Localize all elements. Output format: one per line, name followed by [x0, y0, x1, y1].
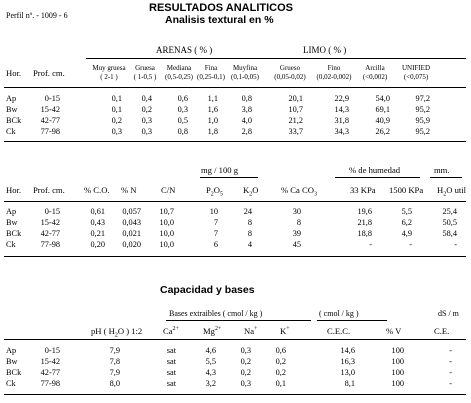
table-cell: sat	[166, 368, 176, 377]
group-limo: LIMO ( % )	[303, 45, 347, 55]
row-horizon: Ap	[6, 207, 17, 216]
row-horizon: Ap	[6, 94, 17, 103]
table-cell: -	[449, 368, 452, 377]
table-cell: 0,021	[122, 229, 141, 238]
table-cell: 0,3	[240, 346, 251, 355]
rule	[4, 339, 466, 340]
table-cell: 95,9	[415, 116, 430, 125]
column-header: C/N	[161, 185, 176, 195]
column-header: % C.O.	[84, 185, 110, 195]
table-cell: 34,3	[334, 127, 349, 136]
table-cell: 0,2	[275, 368, 286, 377]
table-cell: 0,1	[111, 105, 122, 114]
column-header: % N	[121, 185, 137, 195]
table-cell: 0,3	[141, 116, 152, 125]
table-cell: 95,2	[415, 127, 430, 136]
table-cell: 97,2	[415, 94, 430, 103]
table-cell: 31,8	[334, 116, 349, 125]
table-cell: 100	[391, 357, 404, 366]
table-cell: 33,7	[288, 127, 303, 136]
column-range: (0,02-0,002)	[316, 73, 352, 81]
row-horizon: BCk	[6, 116, 22, 125]
table-cell: 18,8	[357, 229, 372, 238]
table-cell: 26,2	[375, 127, 390, 136]
table-cell: 10,7	[159, 207, 174, 216]
column-header: 33 KPa	[350, 185, 376, 195]
row-horizon: Bw	[6, 105, 18, 114]
table-cell: 4,3	[205, 368, 216, 377]
table-cell: 4,9	[401, 229, 412, 238]
table-cell: 7	[213, 229, 218, 238]
table-cell: 1,1	[207, 94, 218, 103]
table-cell: 0,2	[141, 105, 152, 114]
table-cell: 1,8	[207, 127, 218, 136]
table-cell: 8	[247, 229, 252, 238]
table-cell: 19,6	[357, 207, 372, 216]
table-cell: 3,2	[205, 379, 216, 388]
table-cell: 8,0	[109, 379, 120, 388]
table-cell: 10,0	[159, 229, 174, 238]
column-header: Gruesa	[135, 64, 155, 72]
column-header: Fina	[204, 64, 218, 72]
table-cell: 22,9	[334, 94, 349, 103]
column-header: C.E.C.	[327, 326, 351, 336]
rule	[335, 177, 420, 178]
column-range: (0,5-0,25)	[165, 73, 193, 81]
table-cell: 0,8	[177, 127, 188, 136]
table-cell: 54,0	[375, 94, 390, 103]
group-ds: dS / m	[438, 309, 459, 318]
table-cell: 45	[292, 240, 301, 249]
row-depth: 42-77	[40, 116, 60, 125]
table-cell: 20,1	[288, 94, 303, 103]
table-cell: 16,3	[340, 357, 355, 366]
table-cell: 1,0	[207, 116, 218, 125]
table-cell: 6,2	[401, 218, 412, 227]
table-cell: 0,1	[275, 379, 286, 388]
row-depth: 77-98	[40, 127, 60, 136]
col-hor: Hor.	[6, 68, 22, 78]
group-mg: mg / 100 g	[201, 165, 239, 175]
table-cell: 0,3	[240, 379, 251, 388]
table-cell: 100	[391, 346, 404, 355]
group-humedad: % de humedad	[349, 165, 401, 175]
column-header: $P_2O_5$	[206, 185, 223, 198]
column-header: Muy gruesa	[92, 64, 126, 72]
table-cell: 0,2	[275, 357, 286, 366]
table-cell: 8	[296, 218, 301, 227]
column-header: % Ca $CO_3$	[281, 185, 317, 198]
column-header: $Mg^{2+}$	[203, 326, 222, 336]
column-range: (<0,002)	[362, 73, 388, 81]
row-horizon: Ck	[6, 379, 16, 388]
row-depth: 15-42	[40, 105, 60, 114]
table-cell: -	[449, 357, 452, 366]
page-title: RESULTADOS ANALITICOS	[149, 2, 294, 14]
perfil-label: Perfil nº. - 1009 - 6	[6, 11, 68, 20]
table-cell: 4,6	[205, 346, 216, 355]
table-cell: 21,2	[288, 116, 303, 125]
table-cell: -	[449, 379, 452, 388]
table-cell: 4	[247, 240, 252, 249]
table-cell: 30	[292, 207, 301, 216]
column-header: % V	[386, 326, 402, 336]
col-prof: Prof. cm.	[33, 185, 65, 195]
table-cell: 8	[247, 218, 252, 227]
table-cell: sat	[166, 346, 176, 355]
row-horizon: Bw	[6, 218, 18, 227]
row-depth: 42-77	[40, 229, 60, 238]
row-depth: 15-42	[40, 218, 60, 227]
column-header: $K_2O$	[243, 185, 259, 198]
table-cell: sat	[166, 357, 176, 366]
section-title: Capacidad y bases	[160, 284, 255, 296]
column-range: (0,25-0,1)	[197, 73, 225, 81]
table-cell: -	[369, 240, 372, 249]
table-cell: 40,9	[375, 116, 390, 125]
table-cell: 10,0	[159, 240, 174, 249]
column-header: 1500 KPa	[389, 185, 424, 195]
group-arenas: ARENAS ( % )	[156, 45, 213, 55]
row-depth: 77-98	[40, 240, 60, 249]
table-cell: 1,6	[207, 105, 218, 114]
table-cell: 8,1	[344, 379, 355, 388]
column-header: UNIFIED	[402, 64, 430, 72]
table-cell: 10	[209, 207, 218, 216]
table-cell: 10,7	[288, 105, 303, 114]
table-cell: 100	[391, 379, 404, 388]
row-horizon: Ap	[6, 346, 17, 355]
table-cell: 0,2	[240, 357, 251, 366]
rule	[166, 320, 311, 321]
table-cell: -	[409, 240, 412, 249]
table-cell: 100	[391, 368, 404, 377]
table-cell: 2,8	[241, 127, 252, 136]
table-cell: 6	[213, 240, 218, 249]
page-subtitle: Analisis textural en %	[165, 14, 274, 26]
rule	[4, 87, 466, 88]
column-header: Na+	[244, 326, 258, 336]
rule	[4, 141, 466, 142]
column-header: K+	[280, 326, 290, 336]
table-cell: 0,6	[275, 346, 286, 355]
rule	[200, 177, 258, 178]
table-cell: -	[449, 346, 452, 355]
row-depth: 0-15	[44, 207, 60, 216]
table-cell: 0,3	[111, 127, 122, 136]
table-cell: 39	[292, 229, 301, 238]
group-bases: Bases extraibles ( cmol / kg )	[169, 309, 263, 318]
column-header: C.E.	[434, 326, 450, 336]
table-cell: 7,8	[109, 357, 120, 366]
table-cell: 7,9	[109, 368, 120, 377]
table-cell: 0,61	[90, 207, 105, 216]
column-header: $Ca^{2+}$	[163, 326, 179, 336]
row-depth: 42-77	[40, 368, 60, 377]
table-cell: 0,5	[177, 116, 188, 125]
table-cell: 0,2	[240, 368, 251, 377]
table-cell: 10,0	[159, 218, 174, 227]
table-cell: 0,21	[90, 229, 105, 238]
table-cell: 4,0	[241, 116, 252, 125]
column-header: Arcilla	[365, 64, 385, 72]
rule	[430, 177, 462, 178]
rule	[317, 320, 387, 321]
column-header: Grueso	[279, 64, 301, 72]
table-cell: 21,8	[357, 218, 372, 227]
table-cell: 7	[213, 218, 218, 227]
table-cell: 0,020	[122, 240, 141, 249]
table-cell: 58,4	[442, 229, 457, 238]
rule	[4, 256, 466, 257]
table-cell: 0,057	[122, 207, 141, 216]
col-hor: Hor.	[6, 185, 22, 195]
rule	[4, 201, 466, 202]
column-header: Fino	[327, 64, 341, 72]
row-depth: 0-15	[44, 346, 60, 355]
column-range: (0,05-0,02)	[274, 73, 306, 81]
table-cell: 0,3	[141, 127, 152, 136]
table-cell: 69,1	[375, 105, 390, 114]
table-cell: 25,4	[442, 207, 457, 216]
column-range: (0,1-0,05)	[231, 73, 259, 81]
table-cell: 95,2	[415, 105, 430, 114]
table-cell: -	[454, 240, 457, 249]
table-cell: 0,43	[90, 218, 105, 227]
row-horizon: BCk	[6, 368, 22, 377]
column-header: $H_2O$ util	[437, 185, 467, 198]
table-cell: 50,5	[442, 218, 457, 227]
table-cell: sat	[166, 379, 176, 388]
table-cell: 0,2	[111, 116, 122, 125]
table-cell: 0,6	[177, 94, 188, 103]
table-cell: 14,6	[340, 346, 355, 355]
column-range: ( 1-0,5 )	[133, 73, 157, 81]
row-depth: 15-42	[40, 357, 60, 366]
column-header: Mediana	[166, 64, 192, 72]
group-cmol: ( cmol / kg )	[319, 309, 359, 318]
column-header: Muyfina	[232, 64, 258, 72]
column-range: ( 2-1 )	[100, 73, 118, 81]
row-depth: 77-98	[40, 379, 60, 388]
rule	[86, 58, 466, 59]
row-horizon: Ck	[6, 240, 16, 249]
table-cell: 5,5	[401, 207, 412, 216]
table-cell: 24	[243, 207, 252, 216]
row-horizon: Bw	[6, 357, 18, 366]
table-cell: 7,9	[109, 346, 120, 355]
table-cell: 5,5	[205, 357, 216, 366]
table-cell: 0,4	[141, 94, 152, 103]
row-horizon: Ck	[6, 127, 16, 136]
table-cell: 0,8	[241, 94, 252, 103]
row-horizon: BCk	[6, 229, 22, 238]
group-mm: mm.	[434, 165, 450, 175]
table-cell: 0,1	[111, 94, 122, 103]
col-prof: Prof. cm.	[33, 68, 65, 78]
table-cell: 0,043	[122, 218, 141, 227]
table-cell: 0,20	[90, 240, 105, 249]
table-cell: 3,8	[241, 105, 252, 114]
table-cell: 13,0	[340, 368, 355, 377]
rule	[4, 394, 466, 395]
column-header-ph: pH ( $H_2O$ ) 1:2	[91, 326, 143, 339]
table-cell: 0,3	[177, 105, 188, 114]
column-range: (<0,075)	[403, 73, 429, 81]
row-depth: 0-15	[44, 94, 60, 103]
table-cell: 14,3	[334, 105, 349, 114]
